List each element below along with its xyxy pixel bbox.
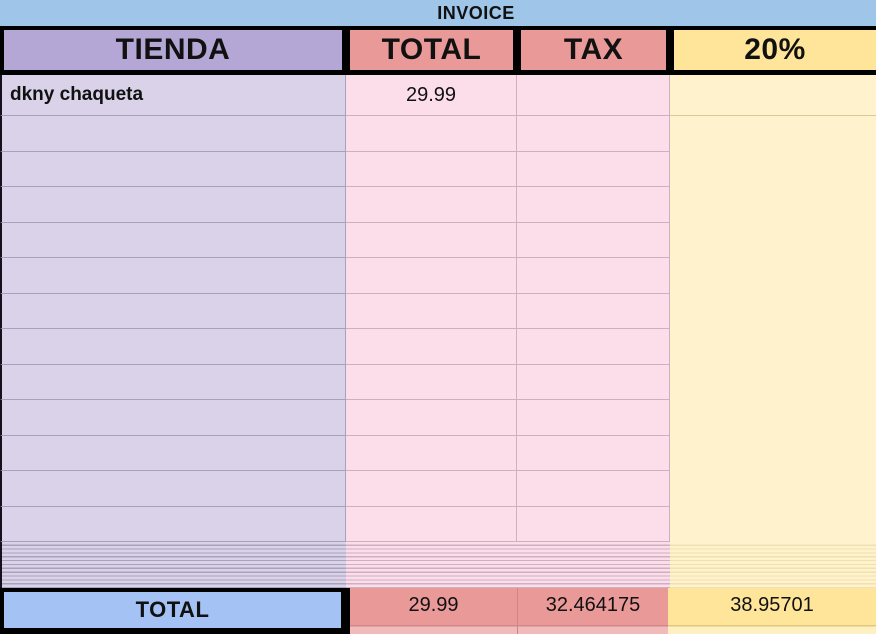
totals-20pct-cell[interactable]: 38.95701 bbox=[668, 588, 876, 634]
cell-tax[interactable] bbox=[517, 294, 670, 330]
cell-total[interactable] bbox=[346, 471, 517, 507]
table-row bbox=[0, 436, 876, 472]
table-row bbox=[0, 507, 876, 543]
invoice-title-cell[interactable]: INVOICE bbox=[0, 0, 876, 26]
cell-tax[interactable] bbox=[517, 116, 670, 152]
collapsed-rows-tax[interactable] bbox=[517, 542, 670, 588]
cell-tienda[interactable] bbox=[0, 365, 346, 401]
cell-tax[interactable] bbox=[517, 223, 670, 259]
cell-tax[interactable] bbox=[517, 471, 670, 507]
cell-tienda[interactable] bbox=[0, 223, 346, 259]
cell-tax[interactable] bbox=[517, 436, 670, 472]
cell-total[interactable] bbox=[346, 258, 517, 294]
totals-total-cell[interactable]: 29.99 bbox=[350, 588, 517, 634]
cell-pct[interactable] bbox=[670, 507, 876, 543]
cell-tienda[interactable] bbox=[0, 400, 346, 436]
table-row bbox=[0, 223, 876, 259]
cell-pct[interactable] bbox=[670, 471, 876, 507]
cell-total[interactable]: 29.99 bbox=[346, 75, 517, 116]
table-row bbox=[0, 75, 876, 116]
cell-pct[interactable] bbox=[670, 329, 876, 365]
cell-tienda[interactable] bbox=[0, 294, 346, 330]
cell-tax[interactable] bbox=[517, 400, 670, 436]
header-cell-tienda[interactable]: TIENDA bbox=[4, 30, 342, 70]
table-row bbox=[0, 329, 876, 365]
cell-tax[interactable] bbox=[517, 258, 670, 294]
header-row bbox=[0, 26, 876, 75]
table-row bbox=[0, 471, 876, 507]
cell-tax[interactable] bbox=[517, 329, 670, 365]
cell-tax[interactable] bbox=[517, 507, 670, 543]
cell-pct[interactable] bbox=[670, 436, 876, 472]
header-cell-tax[interactable]: TAX bbox=[521, 30, 666, 70]
header-cell-20pct[interactable]: 20% bbox=[674, 30, 876, 70]
cell-pct[interactable] bbox=[670, 400, 876, 436]
table-row bbox=[0, 365, 876, 401]
cell-pct[interactable] bbox=[670, 365, 876, 401]
cell-total[interactable] bbox=[346, 116, 517, 152]
cell-total[interactable] bbox=[346, 329, 517, 365]
collapsed-rows-total[interactable] bbox=[346, 542, 517, 588]
table-row bbox=[0, 187, 876, 223]
cell-total[interactable] bbox=[346, 152, 517, 188]
totals-tax-cell[interactable]: 32.464175 bbox=[517, 588, 668, 634]
totals-row bbox=[0, 588, 876, 634]
cell-pct[interactable] bbox=[670, 294, 876, 330]
table-row bbox=[0, 116, 876, 152]
cell-tienda[interactable] bbox=[0, 187, 346, 223]
cell-pct[interactable] bbox=[670, 152, 876, 188]
cell-tax[interactable] bbox=[517, 75, 670, 116]
cell-pct[interactable] bbox=[670, 75, 876, 116]
cell-tax[interactable] bbox=[517, 365, 670, 401]
table-row bbox=[0, 400, 876, 436]
table-row bbox=[0, 152, 876, 188]
cell-tienda[interactable] bbox=[0, 329, 346, 365]
data-grid bbox=[0, 75, 876, 542]
collapsed-rows-20pct[interactable] bbox=[670, 542, 876, 588]
cell-tax[interactable] bbox=[517, 152, 670, 188]
cell-total[interactable] bbox=[346, 223, 517, 259]
cell-tienda[interactable] bbox=[0, 471, 346, 507]
cell-tienda[interactable] bbox=[0, 507, 346, 543]
cell-pct[interactable] bbox=[670, 258, 876, 294]
cell-pct[interactable] bbox=[670, 187, 876, 223]
totals-label-cell[interactable]: TOTAL bbox=[0, 588, 350, 634]
cell-tienda[interactable] bbox=[0, 258, 346, 294]
table-row bbox=[0, 294, 876, 330]
cell-pct[interactable] bbox=[670, 223, 876, 259]
cell-total[interactable] bbox=[346, 436, 517, 472]
collapsed-rows-band bbox=[0, 542, 876, 588]
cell-total[interactable] bbox=[346, 294, 517, 330]
cell-total[interactable] bbox=[346, 187, 517, 223]
cell-tienda[interactable] bbox=[0, 152, 346, 188]
cell-tienda[interactable] bbox=[0, 436, 346, 472]
cell-total[interactable] bbox=[346, 400, 517, 436]
table-row bbox=[0, 258, 876, 294]
cell-pct[interactable] bbox=[670, 116, 876, 152]
cell-tienda[interactable] bbox=[0, 116, 346, 152]
cell-tax[interactable] bbox=[517, 187, 670, 223]
cell-total[interactable] bbox=[346, 507, 517, 543]
cell-tienda[interactable]: dkny chaqueta bbox=[0, 75, 346, 116]
cell-total[interactable] bbox=[346, 365, 517, 401]
collapsed-rows-tienda[interactable] bbox=[0, 542, 346, 588]
header-cell-total[interactable]: TOTAL bbox=[350, 30, 513, 70]
